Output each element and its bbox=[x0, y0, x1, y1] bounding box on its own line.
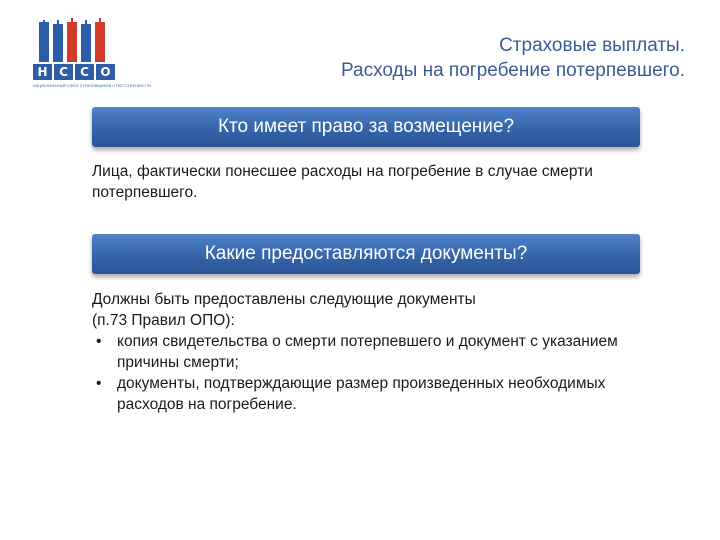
list-item-text: документы, подтверждающие размер произведенных необходимых расходов на погребение. bbox=[117, 375, 606, 413]
section-banner-who: Кто имеет право за возмещение? bbox=[92, 107, 640, 147]
logo-letter: О bbox=[96, 64, 115, 80]
documents-section bbox=[92, 289, 652, 415]
page-title-line2: Расходы на погребение потерпевшего. bbox=[341, 60, 685, 81]
nsso-logo-icon bbox=[33, 18, 152, 92]
section-text-who: Лица, фактически понесшее расходы на погребение в случае смерти потерпевшего. bbox=[92, 163, 593, 201]
logo-letter: Н bbox=[33, 64, 52, 80]
logo-letter: С bbox=[75, 64, 94, 80]
page-title bbox=[125, 33, 685, 83]
documents-intro-line1: Должны быть предоставлены следующие документы bbox=[92, 291, 476, 308]
list-item-text: копия свидетельства о смерти потерпевшего и документ с указанием причины смерти; bbox=[117, 333, 618, 371]
documents-intro-line2: (п.73 Правил ОПО): bbox=[92, 312, 235, 329]
section-banner-documents: Какие предоставляются документы? bbox=[92, 234, 640, 274]
list-item bbox=[92, 373, 652, 415]
bullet-icon: • bbox=[96, 375, 102, 392]
list-item bbox=[92, 331, 652, 373]
logo-tagline: НАЦИОНАЛЬНЫЙ СОЮЗ СТРАХОВЩИКОВ ОТВЕТСТВЕННОСТИ bbox=[33, 84, 152, 88]
logo-letter: С bbox=[54, 64, 73, 80]
bullet-icon: • bbox=[96, 333, 102, 350]
page-title-line1: Страховые выплаты. bbox=[499, 35, 685, 56]
logo-letters bbox=[33, 64, 115, 80]
documents-list bbox=[92, 331, 652, 415]
